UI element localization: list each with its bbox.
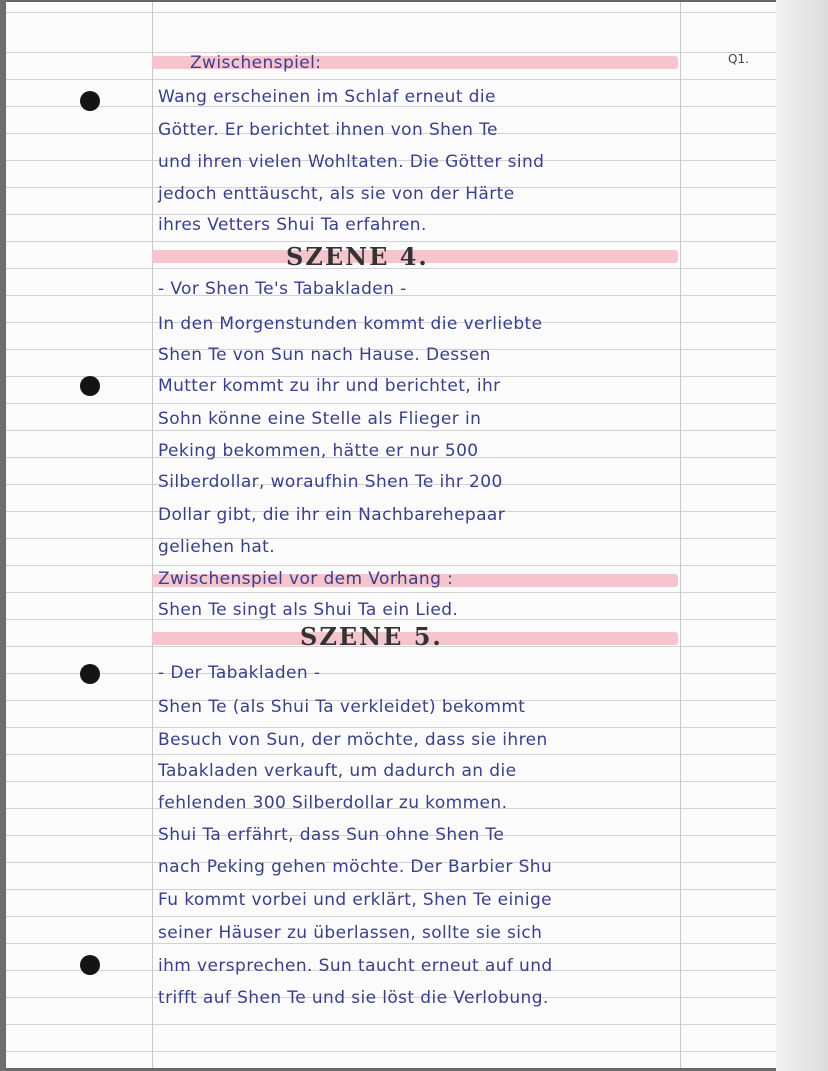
text-line: Fu kommt vorbei und erklärt, Shen Te einige xyxy=(158,890,553,910)
text-line: Besuch von Sun, der möchte, dass sie ihren xyxy=(158,730,548,750)
text-line: Shen Te (als Shui Ta verkleidet) bekommt xyxy=(158,697,526,717)
text-line: geliehen hat. xyxy=(158,537,276,557)
text-line: Götter. Er berichtet ihnen von Shen Te xyxy=(158,120,498,140)
text-line: trifft auf Shen Te und sie löst die Verlobung. xyxy=(158,988,549,1008)
text-line: Shen Te von Sun nach Hause. Dessen xyxy=(158,345,491,365)
text-line: Shui Ta erfährt, dass Sun ohne Shen Te xyxy=(158,825,505,845)
page-number: Q1. xyxy=(728,52,749,66)
text-line: ihres Vetters Shui Ta erfahren. xyxy=(158,215,427,235)
punch-hole xyxy=(80,376,100,396)
punch-hole xyxy=(80,955,100,975)
text-line: Sohn könne eine Stelle als Flieger in xyxy=(158,409,482,429)
text-line: Peking bekommen, hätte er nur 500 xyxy=(158,441,479,461)
text-line: Mutter kommt zu ihr und berichtet, ihr xyxy=(158,376,501,396)
text-line: Wang erscheinen im Schlaf erneut die xyxy=(158,87,496,107)
text-line: Silberdollar, woraufhin Shen Te ihr 200 xyxy=(158,472,503,492)
left-margin-line xyxy=(152,2,153,1068)
text-line: fehlenden 300 Silberdollar zu kommen. xyxy=(158,793,508,813)
text-line: In den Morgenstunden kommt die verliebte xyxy=(158,314,543,334)
scene-title: SZENE 4. xyxy=(286,242,429,271)
text-line: jedoch enttäuscht, als sie von der Härte xyxy=(158,184,515,204)
section-heading: Zwischenspiel: xyxy=(190,53,322,73)
section-heading: Zwischenspiel vor dem Vorhang : xyxy=(158,569,454,589)
right-margin-line xyxy=(680,2,681,1068)
punch-hole xyxy=(80,664,100,684)
scene-title: SZENE 5. xyxy=(300,622,443,651)
text-line: - Vor Shen Te's Tabakladen - xyxy=(158,279,407,299)
punch-hole xyxy=(80,91,100,111)
text-line: Dollar gibt, die ihr ein Nachbarehepaar xyxy=(158,505,506,525)
text-line: ihm versprechen. Sun taucht erneut auf und xyxy=(158,956,553,976)
text-line: und ihren vielen Wohltaten. Die Götter sind xyxy=(158,152,545,172)
text-line: Shen Te singt als Shui Ta ein Lied. xyxy=(158,600,459,620)
text-line: - Der Tabakladen - xyxy=(158,663,321,683)
text-line: seiner Häuser zu überlassen, sollte sie sich xyxy=(158,923,543,943)
text-line: nach Peking gehen möchte. Der Barbier Shu xyxy=(158,857,553,877)
page-edge xyxy=(776,0,828,1071)
text-line: Tabakladen verkauft, um dadurch an die xyxy=(158,761,517,781)
